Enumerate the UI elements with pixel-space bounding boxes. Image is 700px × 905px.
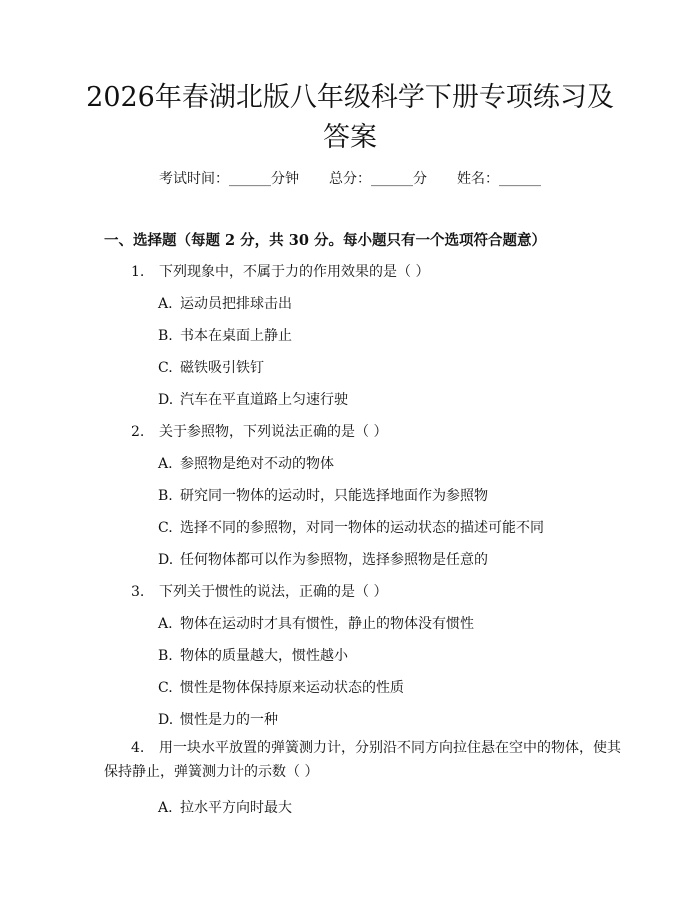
question-1-option-a xyxy=(158,293,292,313)
option-text: 物体在运动时才具有惯性，静止的物体没有惯性 xyxy=(180,616,474,632)
question-1-option-d xyxy=(158,389,348,409)
option-letter: B. xyxy=(158,488,173,504)
question-1-option-b xyxy=(158,325,292,345)
option-text: 书本在桌面上静止 xyxy=(180,328,292,344)
question-number: 1. xyxy=(131,264,145,280)
option-text: 磁铁吸引铁钉 xyxy=(180,360,264,376)
option-text: 任何物体都可以作为参照物，选择参照物是任意的 xyxy=(180,552,488,568)
option-text: 运动员把排球击出 xyxy=(180,296,292,312)
option-text: 物体的质量越大，惯性越小 xyxy=(180,648,348,664)
question-3 xyxy=(131,581,387,601)
option-text: 研究同一物体的运动时，只能选择地面作为参照物 xyxy=(180,488,488,504)
question-number: 3. xyxy=(131,584,145,600)
option-letter: D. xyxy=(158,552,174,568)
question-2 xyxy=(131,421,387,441)
section-title: 一、选择题（每题 2 分，共 30 分。每小题只有一个选项符合题意） xyxy=(104,232,546,249)
document-title: 2026年春湖北版八年级科学下册专项练习及答案 xyxy=(86,82,614,153)
question-number: 4. xyxy=(131,740,145,756)
option-letter: B. xyxy=(158,648,173,664)
question-1 xyxy=(131,261,429,281)
option-text: 选择不同的参照物，对同一物体的运动状态的描述可能不同 xyxy=(180,520,544,536)
question-number: 2. xyxy=(131,424,145,440)
exam-meta xyxy=(0,168,700,188)
option-letter: A. xyxy=(158,456,173,472)
question-4 xyxy=(104,736,624,784)
question-3-option-d xyxy=(158,709,278,729)
question-text: 下列关于惯性的说法，正确的是（ ） xyxy=(159,584,388,600)
option-text: 拉水平方向时最大 xyxy=(180,800,292,816)
option-letter: C. xyxy=(158,680,173,696)
question-3-option-c xyxy=(158,677,404,697)
option-letter: D. xyxy=(158,712,174,728)
question-3-option-a xyxy=(158,613,474,633)
option-letter: A. xyxy=(158,616,173,632)
question-2-option-d xyxy=(158,549,488,569)
option-text: 惯性是物体保持原来运动状态的性质 xyxy=(180,680,404,696)
option-text: 参照物是绝对不动的物体 xyxy=(180,456,334,472)
option-letter: A. xyxy=(158,296,173,312)
question-2-option-a xyxy=(158,453,334,473)
question-3-option-b xyxy=(158,645,348,665)
student-name-label: 姓名：______ xyxy=(457,171,541,187)
option-letter: D. xyxy=(158,392,174,408)
question-2-option-c xyxy=(158,517,544,537)
option-letter: A. xyxy=(158,800,173,816)
total-score-label: 总分：______分 xyxy=(329,171,427,187)
exam-time-label: 考试时间：______分钟 xyxy=(159,171,299,187)
option-letter: C. xyxy=(158,520,173,536)
option-letter: C. xyxy=(158,360,173,376)
option-letter: B. xyxy=(158,328,173,344)
question-text: 关于参照物，下列说法正确的是（ ） xyxy=(159,424,388,440)
question-text: 下列现象中，不属于力的作用效果的是（ ） xyxy=(159,264,430,280)
option-text: 惯性是力的一种 xyxy=(180,712,278,728)
option-text: 汽车在平直道路上匀速行驶 xyxy=(180,392,348,408)
question-text: 用一块水平放置的弹簧测力计，分别沿不同方向拉住悬在空中的物体，使其保持静止，弹簧测力计的示数（ ） xyxy=(104,740,621,780)
question-2-option-b xyxy=(158,485,488,505)
question-4-option-a xyxy=(158,797,292,817)
question-1-option-c xyxy=(158,357,264,377)
